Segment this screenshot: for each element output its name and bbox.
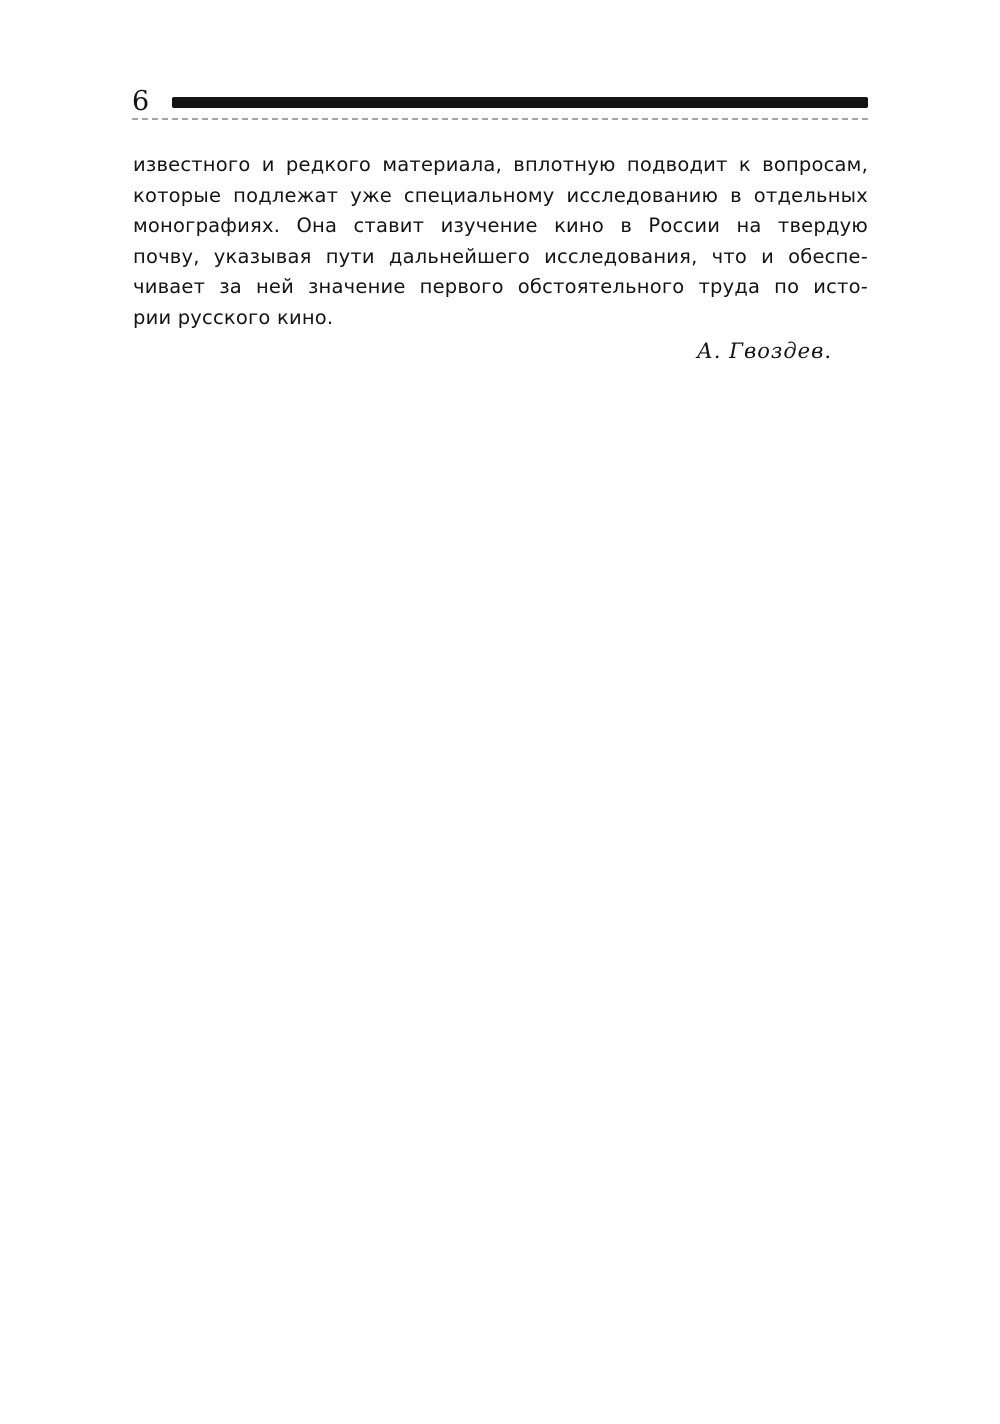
text-line: известного и редкого материала, вплотную подводит к вопросам,	[133, 153, 868, 176]
text-line: рии русского кино.	[133, 305, 334, 329]
page-number: 6	[132, 86, 150, 117]
header-rule	[172, 97, 868, 108]
text-line: почву, указывая пути дальнейшего исследования, что и обеспе-	[133, 244, 868, 268]
page-header	[132, 86, 872, 126]
author-signature: А. Гвоздев.	[696, 339, 832, 363]
text-line: которые подлежат уже специальному исследованию в отдельных	[133, 183, 868, 207]
body-paragraph	[133, 150, 868, 333]
header-dotted-rule	[132, 118, 868, 120]
text-line: чивает за ней значение первого обстоятельного труда по исто-	[133, 275, 868, 298]
text-line: монографиях. Она ставит изучение кино в России на твердую	[133, 214, 868, 237]
